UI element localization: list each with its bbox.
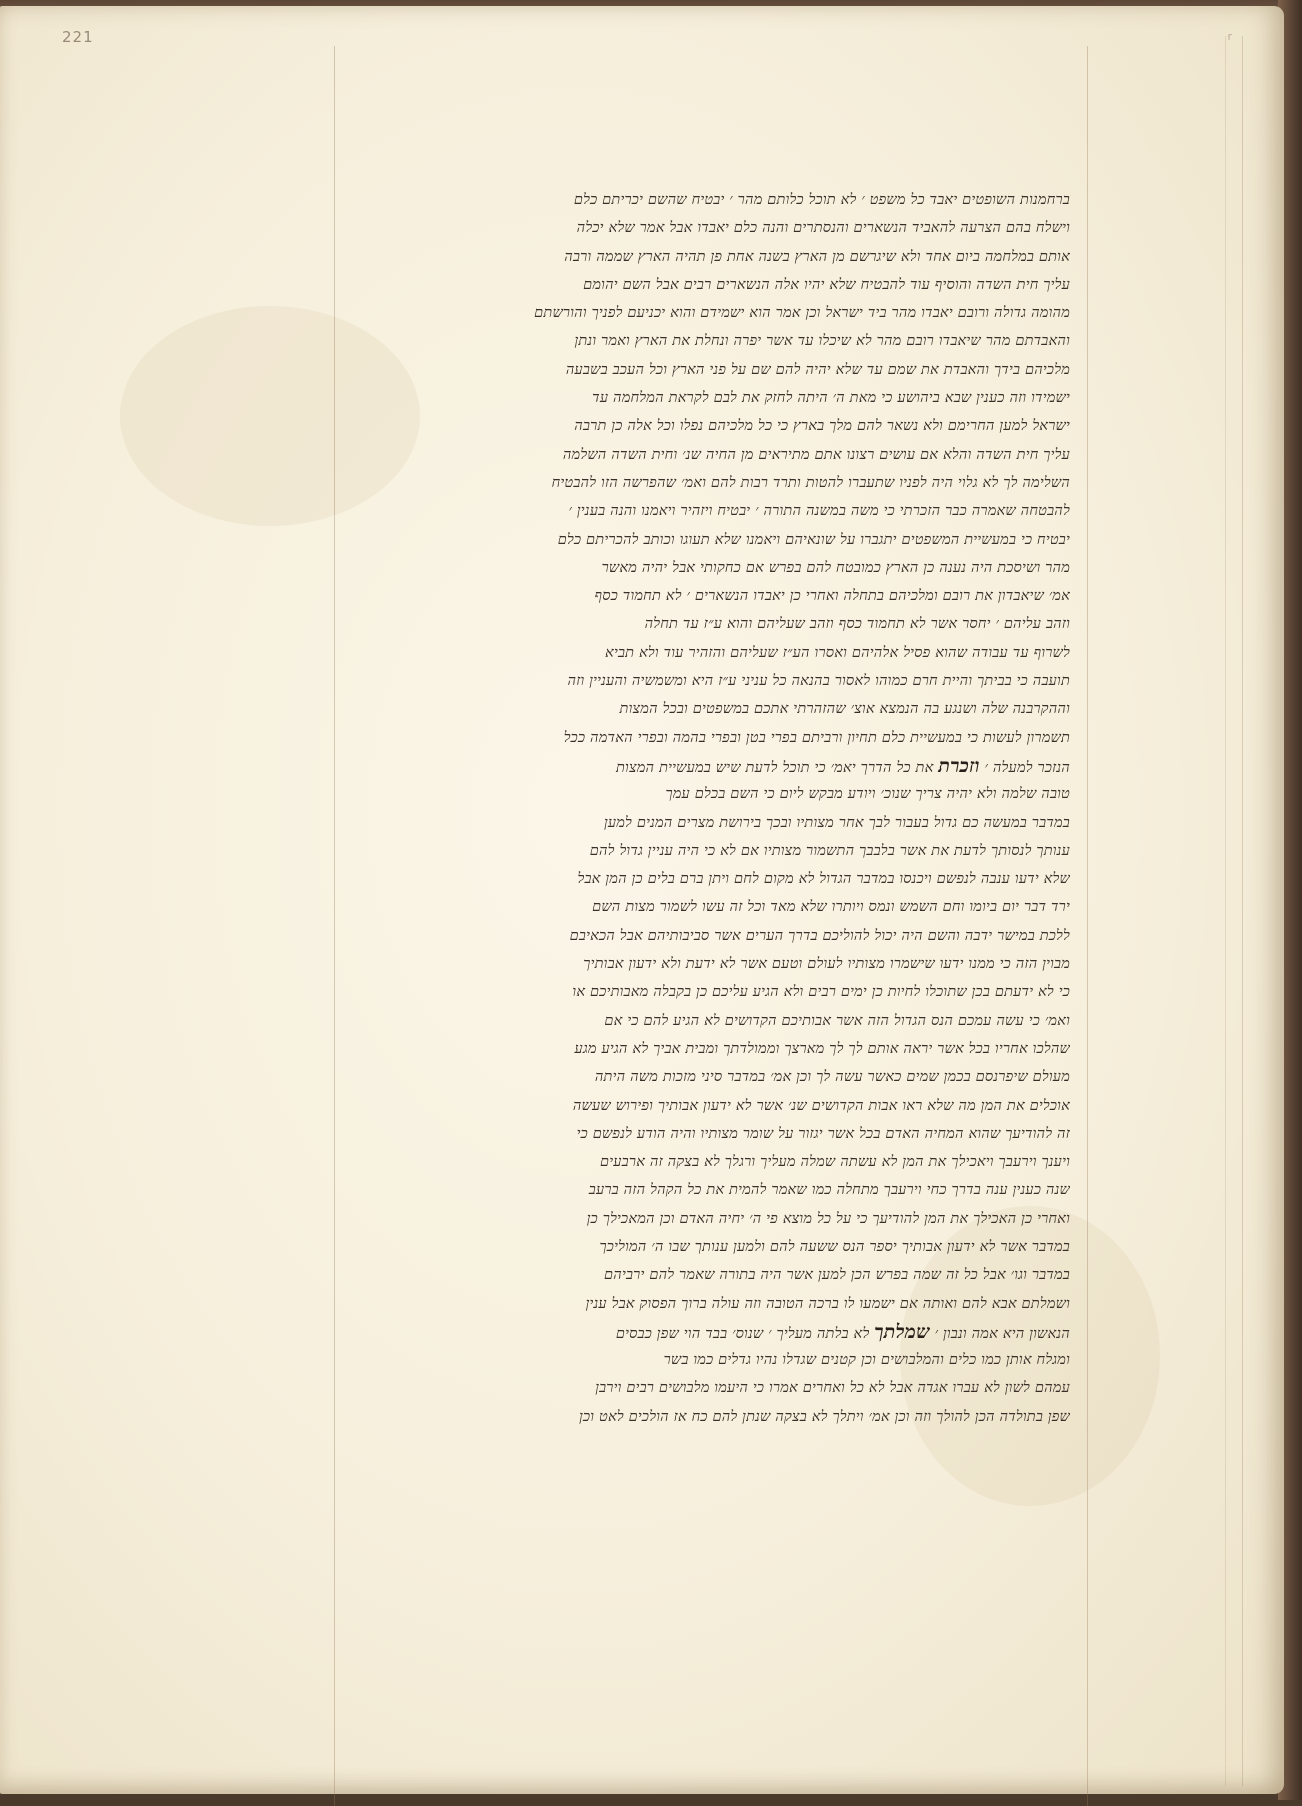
text-line: עמהם לשון לא עברו אגדה אבל לא כל ואחרים אמרו כי היעמו מלבושים רבים וירבן <box>595 1380 1070 1397</box>
text-line: השלימה לך לא גלוי היה לפניו שתעברו להטות ותרד רבות להם ואמ׳ שהפרשה הזו להבטיח <box>551 474 1070 491</box>
text-line: יבטיח כי במעשיית המשפטים יתגברו על שונאיהם ויאמנו שלא תעוגו וכותב להכריתם כלם <box>557 531 1070 548</box>
manuscript-page <box>0 6 1284 1794</box>
text-line: ומגלח אותן כמו כלים והמלבושים וכן קטנים שגדלו נהיו גדלים כמו בשר <box>663 1352 1070 1369</box>
text-line: ושמלתם אבא להם ואותה אם ישמעו לו ברכה הטובה וזה עולה ברוך הפסוק אבל ענין <box>585 1295 1070 1312</box>
text-column <box>352 186 1070 1431</box>
line-text-tail: לא בלתה מעליך ׳ שנוס׳ בבד הוי שפן כבסים <box>615 1325 875 1342</box>
text-line: טובה שלמה ולא יהיה צריך שנוכ׳ ויודע מבקש ליום כי השם בכלם עמך <box>665 786 1070 803</box>
text-line: ישמידו וזה כענין שבא ביהושע כי מאת ה׳ היתה לחזק את לבם לקראת המלחמה עד <box>592 390 1070 407</box>
text-line: אותם במלחמה ביום אחד ולא שיגרשם מן הארץ בשנה אחת פן תהיה הארץ שממה ורבה <box>564 248 1070 265</box>
margin-rule-outer <box>1242 36 1243 1786</box>
text-line: עליך חית השדה והלא אם עושים רצונו אתם מתיראים מן החיה שנ׳ וחית השדה השלמה <box>562 446 1070 463</box>
text-line <box>352 1318 1070 1346</box>
text-line: זה להודיעך שהוא המחיה האדם בכל אשר יגזור על שומר מצותיו והיה הודע לנפשם כי <box>576 1125 1070 1142</box>
line-text-tail: את כל הדרך יאמ׳ כי תוכל לדעת שיש במעשיית המצות <box>616 759 939 776</box>
text-line: עליך חית השדה והוסיף עוד להבטיח שלא יהיו אלה הנשארים רבים אבל השם יהומם <box>583 276 1070 293</box>
text-line: כי לא ידעתם בכן שתוכלו לחיות כן ימים רבים ולא הגיע עליכם כן בקבלה מאבותיכם או <box>572 984 1070 1001</box>
text-line: שהלכו אחריו בכל אשר יראה אותם לך לך מארצך וממולדתך ומבית אביך לא הגיע מגע <box>574 1040 1070 1057</box>
margin-rule-inner <box>1225 36 1226 1786</box>
text-line: ברחמנות השופטים יאבד כל משפט ׳ לא תוכל כלותם מהר ׳ יבטיח שהשם יכריתם כלם <box>573 192 1070 208</box>
text-line: וזהב עליהם ׳ יחסר אשר לא תחמוד כסף וזהב שעליהם והוא ע״ז עד תחלה <box>644 616 1070 633</box>
text-line: להבטחה שאמרה כבר הזכרתי כי משה במשנה התורה ׳ יבטיח ויזהיר ויאמנו והנה בענין ׳ <box>568 503 1070 520</box>
text-line: והאבדתם מהר שיאבדו רובם מהר לא שיכלו עד אשר יפרה ונחלת את הארץ ואמר ונתן <box>574 333 1070 350</box>
text-line: ירד דבר יום ביומו וחם השמש ונמס ויותרו שלא מאד וכל זה עשו לשמור מצות השם <box>592 899 1070 916</box>
line-text: הנזכר למעלה ׳ <box>979 759 1070 776</box>
text-line: ישראל למען החרימם ולא נשאר להם מלך בארץ כי כל מלכיהם נפלו וכל אלה כן תרבה <box>574 418 1070 435</box>
folio-number: 221 <box>62 28 94 46</box>
text-line: ואמ׳ כי עשה עמכם הנס הגדול הזה אשר אבותיכם הקדושים לא הגיע להם כי אם <box>604 1012 1070 1029</box>
text-line: במדבר אשר לא ידעון אבותיך יספר הנס ששעה להם ולמען ענותך שבו ה׳ המוליכך <box>599 1238 1070 1255</box>
margin-rule-right <box>1087 46 1088 1806</box>
text-line: ענותך לנסותך לדעת את אשר בלבבך התשמור מצותיו אם לא כי היה עניין גדול להם <box>589 842 1070 859</box>
text-line: ללכת במישר ידבה והשם היה יכול להוליכם בדרך הערים אשר סביבותיהם אבל הכאיבם <box>569 927 1070 944</box>
text-line: מהומה גדולה ורובם יאבדו מהר ביד ישראל וכן אמר הוא ישמידם והוא יכניעם לפניך והורשתם <box>534 305 1070 322</box>
corner-mark: r <box>1227 30 1232 43</box>
text-line: לשרוף עד עבודה שהוא פסיל אלהיהם ואסרו הע״ז שעליהם והזהיר עוד ולא תביא <box>605 644 1070 661</box>
text-line: אמ׳ שיאבדון את רובם ומלכיהם בתחלה ואחרי כן יאבדו הנשארים ׳ לא תחמוד כסף <box>594 588 1070 605</box>
text-line: שפן בתולדה הכן להולך וזה וכן אמ׳ ויתלך לא בצקה שנתן להם כח אז הולכים לאט וכן <box>579 1408 1070 1425</box>
text-line: מהר ושיסכת היה נענה כן הארץ כמובטח להם בפרש אם כחקותי אבל יהיה מאשר <box>601 559 1070 576</box>
text-line: במדבר וגו׳ אבל כל זה שמה בפרש הכן למען אשר היה בתורה שאמר להם ירביהם <box>604 1267 1070 1284</box>
text-line: אוכלים את המן מה שלא ראו אבות הקדושים שנ׳ אשר לא ידעון אבותיך ופירוש שעשה <box>572 1097 1070 1114</box>
text-line: תועבה כי בביתך והיית חרם כמוהו לאסור בהנאה כל עניני ע״ז היא ומשמשיה והעניין וזה <box>567 673 1070 690</box>
text-line: מבוין הזה כי ממנו ידעו שישמרו מצותיו לעולם וטעם אשר לא ידעת ולא ידעון אבותיך <box>583 956 1070 973</box>
margin-rule-left <box>334 46 335 1806</box>
text-line: שלא ידעו ענבה לנפשם ויכנסו במדבר הגדול לא מקום לחם ויתן ברם בלים כן המן אבל <box>577 871 1070 888</box>
text-line: מלכיהם בידך והאבדת את שמם עד שלא יהיה להם שם על פני הארץ וכל העכב בשבעה <box>565 361 1070 378</box>
text-line: וההקרבנה שלה ושנגע בה הנמצא אוצ׳ שהזהרתי אתכם במשפטים ובכל המצות <box>619 701 1070 718</box>
lemma-word: וזכרת <box>938 754 980 777</box>
line-text: הנאשון היא אמה ונבון ׳ <box>929 1325 1070 1342</box>
text-line <box>352 752 1070 780</box>
text-line: מעולם שיפרנסם בכמן שמים כאשר עשה לך וכן אמ׳ במדבר סיני מזכות משה היתה <box>594 1069 1070 1086</box>
text-line: תשמרון לעשות כי במעשיית כלם תחיון ורביתם בפרי בטן ובפרי בהמה ובפרי האדמה ככל <box>563 729 1070 746</box>
text-line: שנה כענין ענה בדרך כחי וירעבך מתחלה כמו שאמר להמית את כל הקהל הזה ברעב <box>588 1182 1070 1199</box>
lemma-word: שמלתך <box>874 1320 930 1343</box>
text-line: במדבר במעשה כם גדול בעבור לבך אחר מצותיו ובכך בירושת מצרים המנים למען <box>603 814 1070 831</box>
text-line: ואחרי כן האכילך את המן להודיעך כי על כל מוצא פי ה׳ יחיה האדם וכן המאכילך כן <box>586 1210 1070 1227</box>
text-line: ויענך וירעבך ויאכילך את המן לא עשתה שמלה מעליך ורגלך לא בצקה זה ארבעים <box>600 1154 1070 1171</box>
text-line: וישלח בהם הצרעה להאביד הנשארים והנסתרים והנה כלם יאבדו אבל אמר שלא יכלה <box>576 220 1070 237</box>
